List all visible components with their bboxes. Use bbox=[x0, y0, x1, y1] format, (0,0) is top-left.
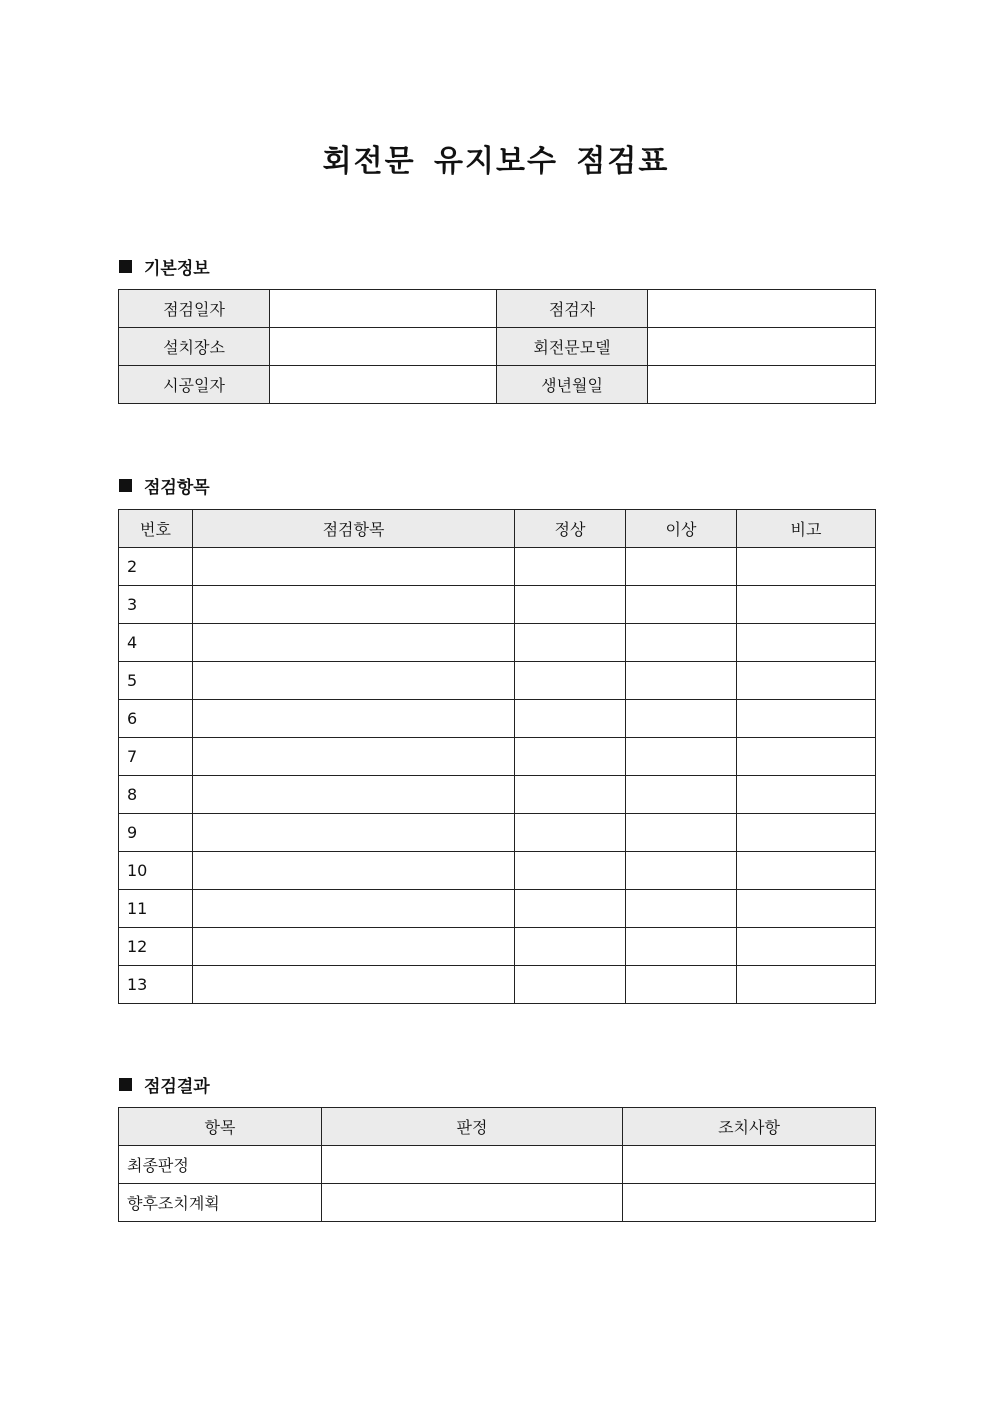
item-cell[interactable] bbox=[193, 852, 515, 890]
construction-date-label: 시공일자 bbox=[119, 366, 270, 404]
table-row bbox=[119, 624, 876, 662]
abnormal-cell[interactable] bbox=[626, 700, 737, 738]
construction-date-field[interactable] bbox=[270, 366, 497, 404]
inspector-field[interactable] bbox=[648, 290, 876, 328]
remarks-cell[interactable] bbox=[737, 852, 876, 890]
table-row bbox=[119, 966, 876, 1004]
remarks-cell[interactable] bbox=[737, 586, 876, 624]
item-cell[interactable] bbox=[193, 776, 515, 814]
remarks-cell[interactable] bbox=[737, 928, 876, 966]
normal-cell[interactable] bbox=[515, 548, 626, 586]
check-items-table bbox=[118, 509, 876, 1004]
section-heading-check-items bbox=[119, 473, 210, 498]
column-header-item: 항목 bbox=[119, 1108, 322, 1146]
table-row bbox=[119, 1184, 876, 1222]
row-number: 2 bbox=[119, 548, 193, 586]
row-number: 8 bbox=[119, 776, 193, 814]
abnormal-cell[interactable] bbox=[626, 738, 737, 776]
remarks-cell[interactable] bbox=[737, 814, 876, 852]
table-header-row bbox=[119, 510, 876, 548]
table-row bbox=[119, 776, 876, 814]
square-bullet-icon bbox=[119, 479, 132, 492]
square-bullet-icon bbox=[119, 260, 132, 273]
remarks-cell[interactable] bbox=[737, 738, 876, 776]
row-number: 13 bbox=[119, 966, 193, 1004]
abnormal-cell[interactable] bbox=[626, 890, 737, 928]
remarks-cell[interactable] bbox=[737, 662, 876, 700]
remarks-cell[interactable] bbox=[737, 624, 876, 662]
row-number: 12 bbox=[119, 928, 193, 966]
inspection-date-label: 점검일자 bbox=[119, 290, 270, 328]
normal-cell[interactable] bbox=[515, 966, 626, 1004]
column-header-abnormal: 이상 bbox=[626, 510, 737, 548]
table-row bbox=[119, 366, 876, 404]
normal-cell[interactable] bbox=[515, 662, 626, 700]
row-number: 11 bbox=[119, 890, 193, 928]
section-heading-label: 기본정보 bbox=[144, 259, 210, 279]
row-number: 7 bbox=[119, 738, 193, 776]
square-bullet-icon bbox=[119, 1078, 132, 1091]
follow-up-plan-label: 향후조치계획 bbox=[119, 1184, 322, 1222]
column-header-normal: 정상 bbox=[515, 510, 626, 548]
column-header-number: 번호 bbox=[119, 510, 193, 548]
final-judgment-label: 최종판정 bbox=[119, 1146, 322, 1184]
table-row bbox=[119, 852, 876, 890]
normal-cell[interactable] bbox=[515, 890, 626, 928]
item-cell[interactable] bbox=[193, 624, 515, 662]
table-row bbox=[119, 548, 876, 586]
table-row bbox=[119, 290, 876, 328]
install-location-label: 설치장소 bbox=[119, 328, 270, 366]
basic-info-table bbox=[118, 289, 876, 404]
abnormal-cell[interactable] bbox=[626, 814, 737, 852]
table-row bbox=[119, 1146, 876, 1184]
remarks-cell[interactable] bbox=[737, 890, 876, 928]
inspector-label: 점검자 bbox=[497, 290, 648, 328]
inspection-date-field[interactable] bbox=[270, 290, 497, 328]
birth-date-label: 생년월일 bbox=[497, 366, 648, 404]
section-heading-basic-info bbox=[119, 254, 210, 279]
normal-cell[interactable] bbox=[515, 928, 626, 966]
abnormal-cell[interactable] bbox=[626, 586, 737, 624]
item-cell[interactable] bbox=[193, 738, 515, 776]
table-header-row bbox=[119, 1108, 876, 1146]
table-row bbox=[119, 928, 876, 966]
item-cell[interactable] bbox=[193, 928, 515, 966]
normal-cell[interactable] bbox=[515, 814, 626, 852]
remarks-cell[interactable] bbox=[737, 700, 876, 738]
row-number: 6 bbox=[119, 700, 193, 738]
birth-date-field[interactable] bbox=[648, 366, 876, 404]
table-row bbox=[119, 586, 876, 624]
remarks-cell[interactable] bbox=[737, 966, 876, 1004]
normal-cell[interactable] bbox=[515, 586, 626, 624]
row-number: 10 bbox=[119, 852, 193, 890]
column-header-actions: 조치사항 bbox=[623, 1108, 876, 1146]
remarks-cell[interactable] bbox=[737, 776, 876, 814]
normal-cell[interactable] bbox=[515, 776, 626, 814]
item-cell[interactable] bbox=[193, 890, 515, 928]
table-row bbox=[119, 662, 876, 700]
row-number: 3 bbox=[119, 586, 193, 624]
abnormal-cell[interactable] bbox=[626, 966, 737, 1004]
abnormal-cell[interactable] bbox=[626, 928, 737, 966]
actions-cell[interactable] bbox=[623, 1184, 876, 1222]
normal-cell[interactable] bbox=[515, 624, 626, 662]
remarks-cell[interactable] bbox=[737, 548, 876, 586]
table-row bbox=[119, 814, 876, 852]
normal-cell[interactable] bbox=[515, 852, 626, 890]
row-number: 9 bbox=[119, 814, 193, 852]
normal-cell[interactable] bbox=[515, 738, 626, 776]
row-number: 4 bbox=[119, 624, 193, 662]
section-heading-label: 점검결과 bbox=[144, 1077, 210, 1097]
item-cell[interactable] bbox=[193, 586, 515, 624]
judgment-cell[interactable] bbox=[322, 1184, 623, 1222]
judgment-cell[interactable] bbox=[322, 1146, 623, 1184]
item-cell[interactable] bbox=[193, 548, 515, 586]
item-cell[interactable] bbox=[193, 814, 515, 852]
table-row bbox=[119, 890, 876, 928]
column-header-judgment: 판정 bbox=[322, 1108, 623, 1146]
abnormal-cell[interactable] bbox=[626, 776, 737, 814]
abnormal-cell[interactable] bbox=[626, 662, 737, 700]
row-number: 5 bbox=[119, 662, 193, 700]
table-row bbox=[119, 328, 876, 366]
column-header-item: 점검항목 bbox=[193, 510, 515, 548]
install-location-field[interactable] bbox=[270, 328, 497, 366]
door-model-field[interactable] bbox=[648, 328, 876, 366]
normal-cell[interactable] bbox=[515, 700, 626, 738]
item-cell[interactable] bbox=[193, 662, 515, 700]
item-cell[interactable] bbox=[193, 966, 515, 1004]
section-heading-results bbox=[119, 1072, 210, 1097]
item-cell[interactable] bbox=[193, 700, 515, 738]
door-model-label: 회전문모델 bbox=[497, 328, 648, 366]
page-title: 회전문 유지보수 점검표 bbox=[322, 144, 670, 179]
abnormal-cell[interactable] bbox=[626, 548, 737, 586]
column-header-remarks: 비고 bbox=[737, 510, 876, 548]
section-heading-label: 점검항목 bbox=[144, 478, 210, 498]
actions-cell[interactable] bbox=[623, 1146, 876, 1184]
table-row bbox=[119, 738, 876, 776]
results-table bbox=[118, 1107, 876, 1222]
table-row bbox=[119, 700, 876, 738]
abnormal-cell[interactable] bbox=[626, 852, 737, 890]
abnormal-cell[interactable] bbox=[626, 624, 737, 662]
